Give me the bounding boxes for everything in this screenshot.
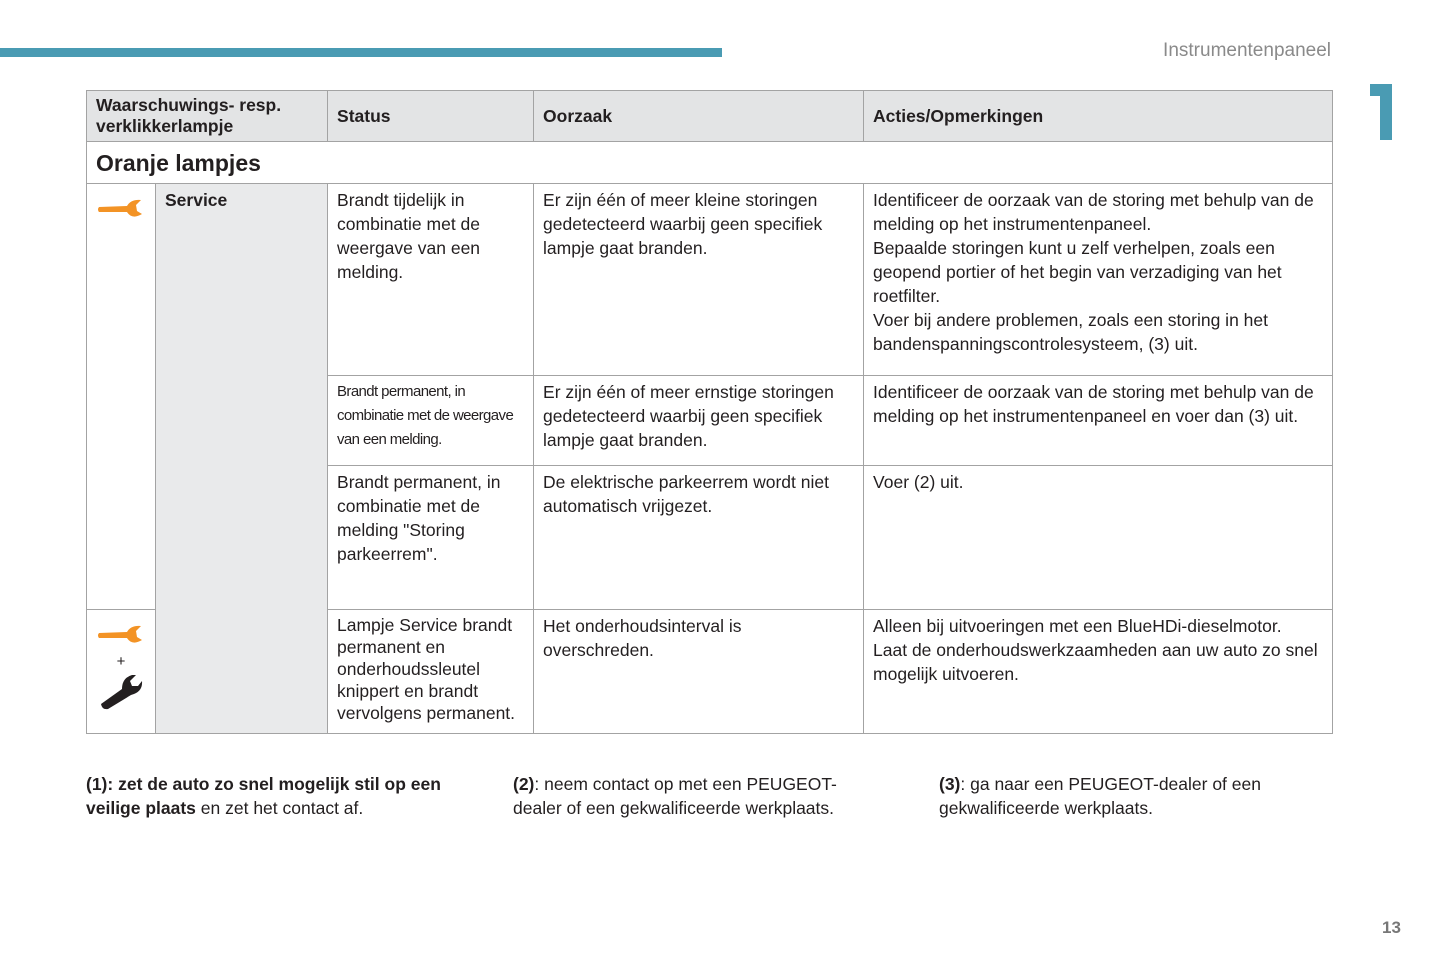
section-row — [87, 142, 1333, 184]
maintenance-wrench-black-icon — [98, 672, 144, 710]
header-accent-bar — [0, 48, 722, 57]
footnote-3 — [939, 772, 1299, 820]
lamp-name: Service — [156, 184, 328, 734]
action-cell: Voer (2) uit. — [864, 466, 1333, 610]
action-cell — [864, 610, 1333, 734]
cause-cell: De elektrische parkeerrem wordt niet automatisch vrijgezet. — [534, 466, 864, 610]
table-row — [87, 184, 1333, 376]
lamp-icon-cell — [87, 610, 156, 734]
footnote-bold-text: : zet de auto zo snel mogelijk stil op een veilige plaats — [86, 774, 441, 818]
column-header: Oorzaak — [534, 91, 864, 142]
status-cell: Brandt permanent, in combinatie met de melding "Storing parkeerrem". — [328, 466, 534, 610]
column-header: Acties/Opmerkingen — [864, 91, 1333, 142]
cause-cell: Het onderhoudsinterval is overschreden. — [534, 610, 864, 734]
service-wrench-orange-icon — [97, 198, 145, 220]
action-text: Alleen bij uitvoeringen met een BlueHDi-dieselmotor. — [873, 616, 1282, 636]
status-cell: Brandt permanent, in combinatie met de weergave van een melding. — [328, 376, 534, 466]
action-text: Bepaalde storingen kunt u zelf verhelpen, zoals een geopend portier of het begin van verzadiging van het roetfilter. — [873, 238, 1282, 306]
plus-sign: + — [116, 653, 126, 670]
chapter-number-1 — [1370, 84, 1392, 140]
service-wrench-orange-icon — [97, 624, 145, 646]
footnote-text: : neem contact op met een PEUGEOT-dealer of een gekwalificeerde werkplaats. — [513, 774, 837, 818]
cause-cell: Er zijn één of meer kleine storingen gedetecteerd waarbij geen specifiek lampje gaat branden. — [534, 184, 864, 376]
footnote-ref: (1) — [86, 774, 108, 794]
action-cell: Identificeer de oorzaak van de storing met behulp van de melding op het instrumentenpaneel en voer dan (3) uit. — [864, 376, 1333, 466]
column-header: Waarschuwings- resp. verklikkerlampje — [87, 91, 328, 142]
page-number: 13 — [1382, 918, 1401, 937]
action-cell — [864, 184, 1333, 376]
footnote-text: : ga naar een PEUGEOT-dealer of een gekwalificeerde werkplaats. — [939, 774, 1261, 818]
footnote-2 — [513, 772, 873, 820]
footnote-ref: (2) — [513, 774, 535, 794]
section-heading: Oranje lampjes — [87, 142, 1333, 184]
status-cell: Brandt tijdelijk in combinatie met de weergave van een melding. — [328, 184, 534, 376]
footnote-1 — [86, 772, 476, 820]
section-title: Instrumentenpaneel — [1163, 40, 1331, 61]
status-cell: Lampje Service brandt permanent en onderhoudssleutel knippert en brandt vervolgens permanent. — [328, 610, 534, 734]
column-header: Status — [328, 91, 534, 142]
action-text: Voer bij andere problemen, zoals een storing in het bandenspanningscontrolesysteem, (3) uit. — [873, 310, 1268, 354]
cause-cell: Er zijn één of meer ernstige storingen gedetecteerd waarbij geen specifiek lampje gaat branden. — [534, 376, 864, 466]
action-text: Laat de onderhoudswerkzaamheden aan uw auto zo snel mogelijk uitvoeren. — [873, 640, 1318, 684]
footnote-text: en zet het contact af. — [195, 798, 364, 818]
table-header-row — [87, 91, 1333, 142]
lamp-icon-cell — [87, 184, 156, 610]
action-text: Identificeer de oorzaak van de storing met behulp van de melding op het instrumentenpaneel. — [873, 190, 1314, 234]
warning-lamps-table — [86, 90, 1333, 734]
footnote-ref: (3) — [939, 774, 961, 794]
